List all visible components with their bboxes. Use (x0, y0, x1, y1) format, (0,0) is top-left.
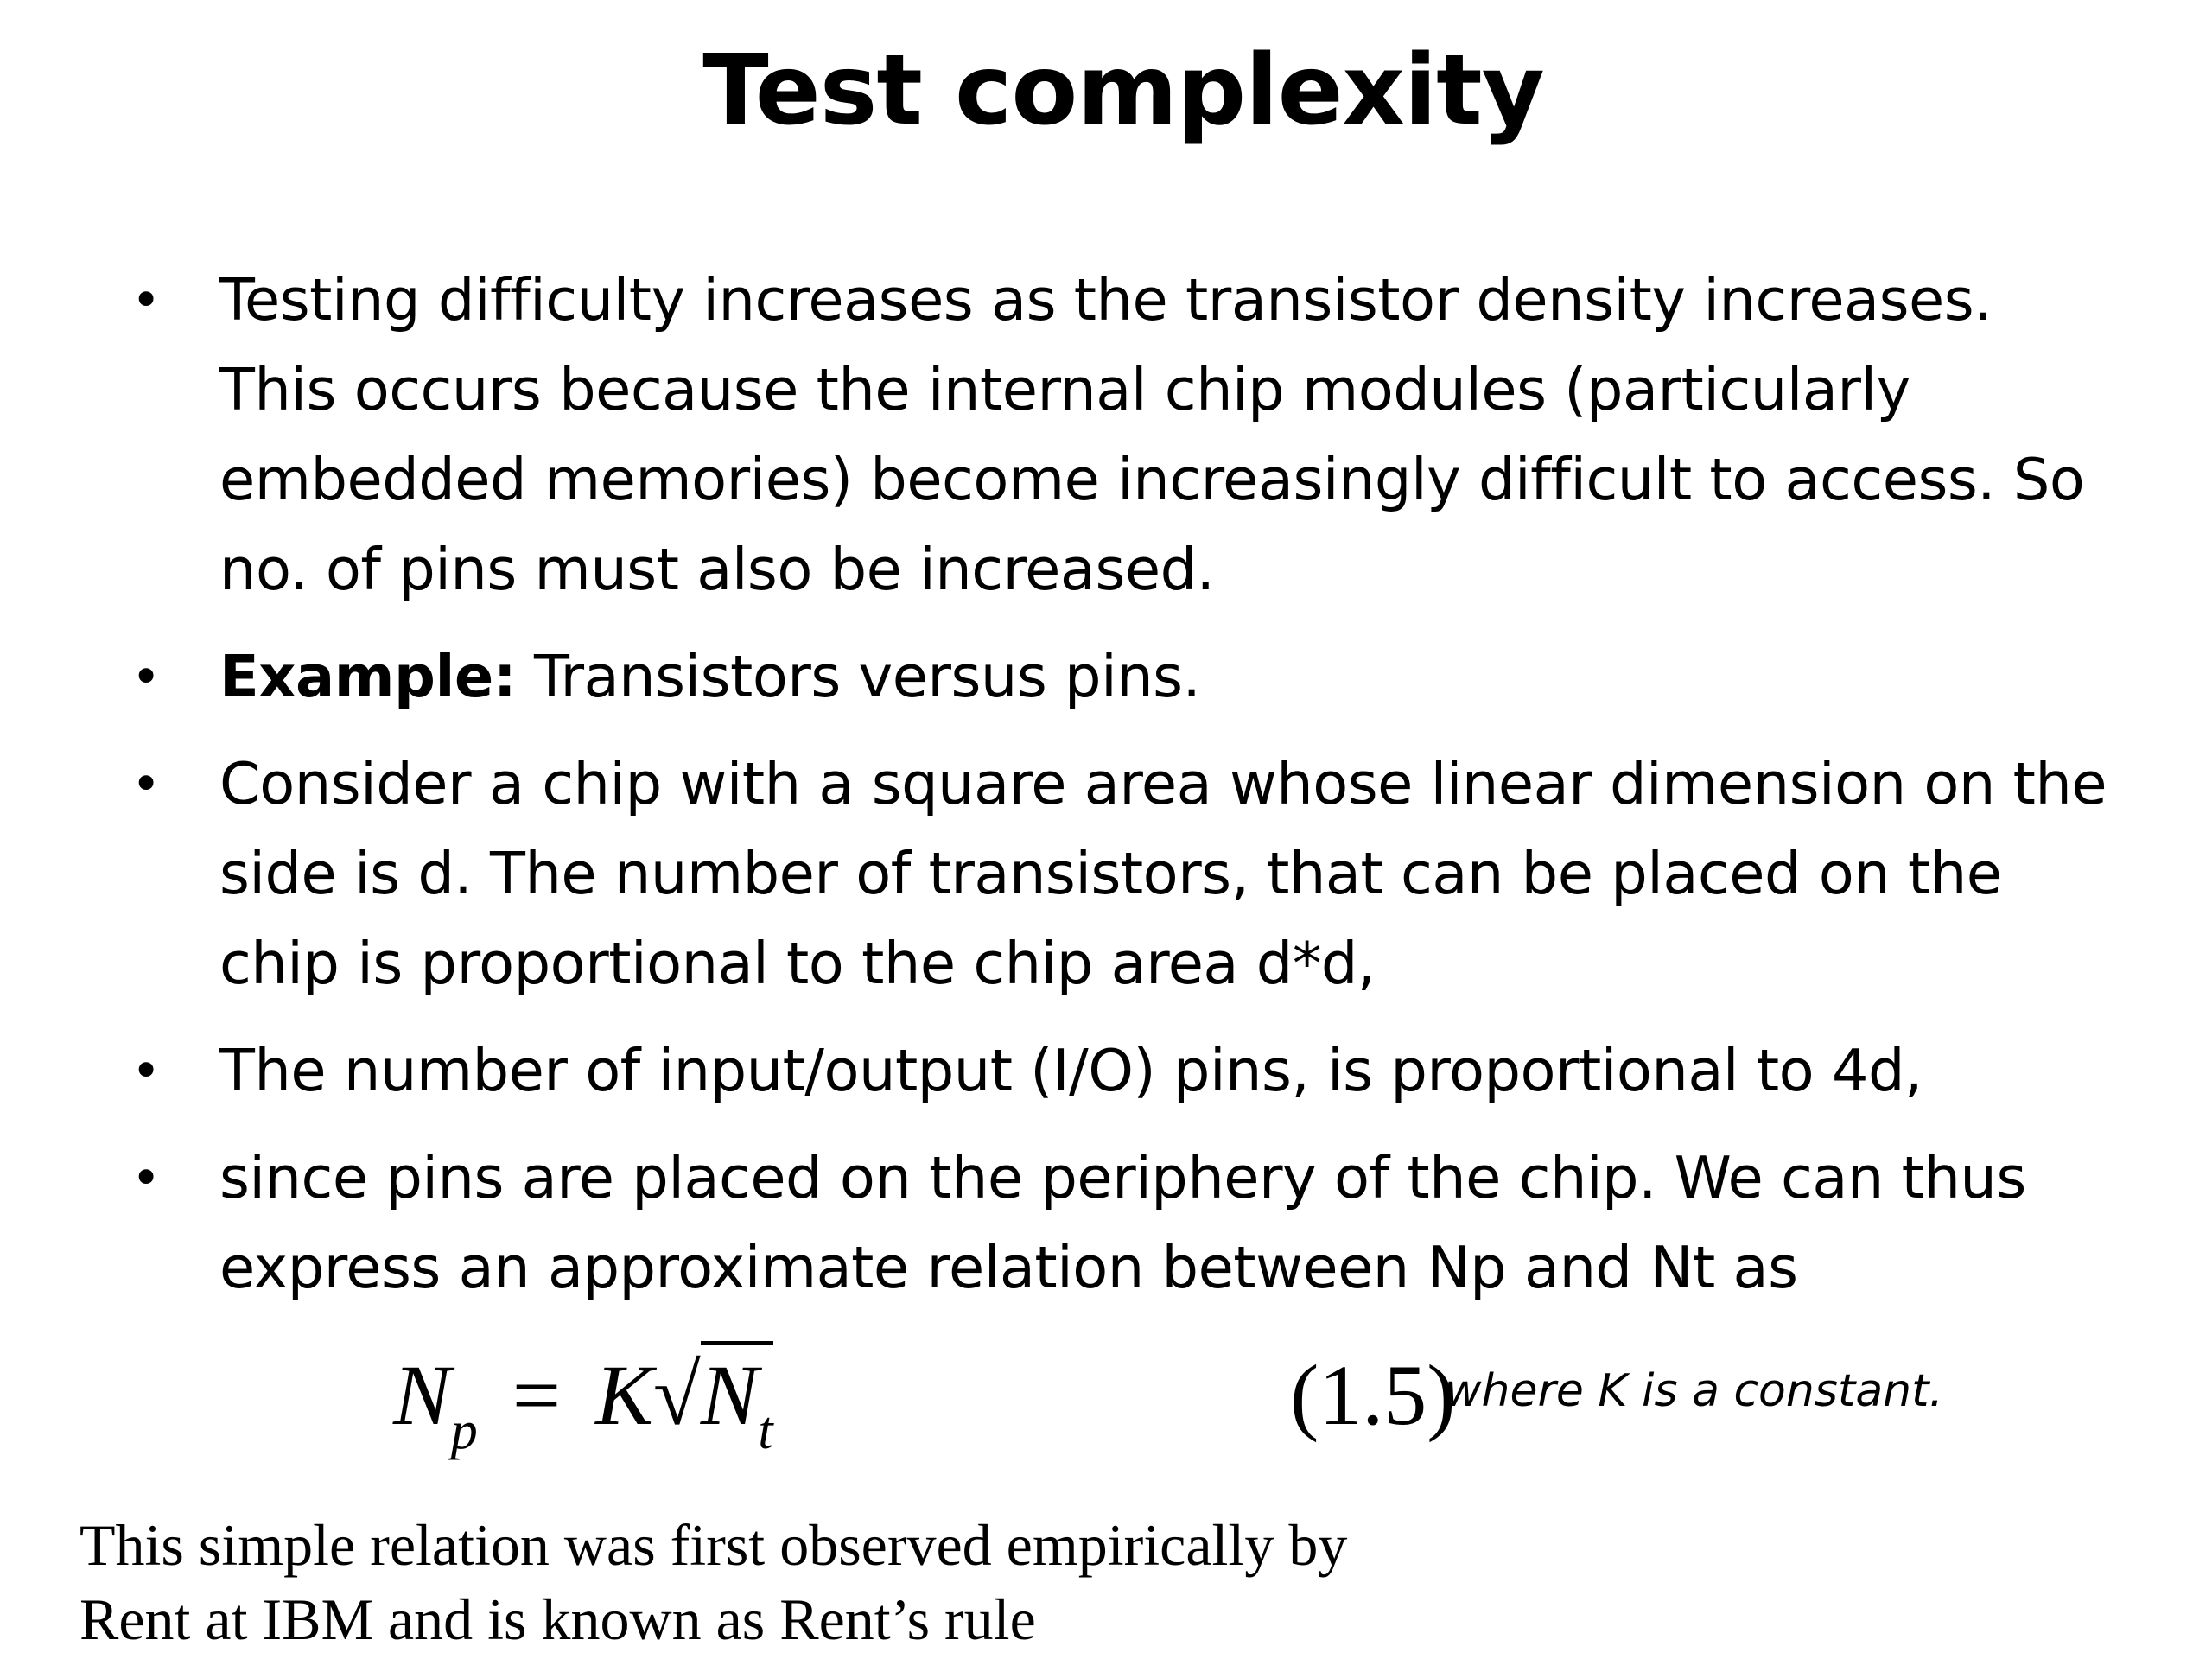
bullet-item (131, 739, 2119, 1008)
bullet-list (131, 255, 2119, 1330)
equation-number: (1.5) (1290, 1347, 1456, 1443)
formula-rhs: N (700, 1347, 759, 1443)
bullet-dot-icon: • (131, 1041, 161, 1100)
formula-radicand (700, 1341, 773, 1460)
note-line: Rent at IBM and is known as Rent’s rule (79, 1586, 1036, 1652)
bullet-dot-icon: • (131, 270, 161, 329)
formula-constant: K (595, 1347, 653, 1443)
bullet-item (131, 632, 2119, 721)
bullet-text: Consider a chip with a square area whose linear dimension on the side is d. The number of transistors, that can be placed on the chip is proportional to the chip area d*d, (219, 750, 2107, 997)
bullet-text: Testing difficulty increases as the transistor density increases. This occurs because the internal chip modules (particularly embedded memories) become increasingly difficult to access. So no. of pins must also be increased. (219, 266, 2085, 603)
bullet-text: The number of input/output (I/O) pins, is proportional to 4d, (219, 1037, 1923, 1104)
note-line: This simple relation was first observed empirically by (79, 1512, 1348, 1578)
formula-rhs-sub: t (758, 1402, 773, 1460)
formula-equals: = (512, 1347, 562, 1443)
formula-lhs: N (393, 1347, 451, 1443)
bullet-dot-icon: • (131, 1148, 161, 1207)
bullet-text: since pins are placed on the periphery of the chip. We can thus express an approximate relation between Np and Nt as (219, 1144, 2026, 1301)
bullet-item (131, 1026, 2119, 1116)
bullet-dot-icon: • (131, 754, 161, 813)
bullet-text: Transistors versus pins. (516, 643, 1201, 710)
slide-title: Test complexity (702, 35, 1544, 147)
sqrt-icon: √ (652, 1347, 701, 1443)
bullet-item (131, 1133, 2119, 1313)
bullet-bold-lead: Example: (219, 643, 517, 710)
rents-rule-formula (393, 1326, 773, 1465)
rents-rule-note (79, 1508, 1635, 1656)
bullet-item (131, 255, 2119, 614)
bullet-dot-icon: • (131, 647, 161, 706)
formula-where-note: where K is a constant. (1445, 1365, 1944, 1417)
formula-lhs-sub: p (450, 1402, 478, 1460)
